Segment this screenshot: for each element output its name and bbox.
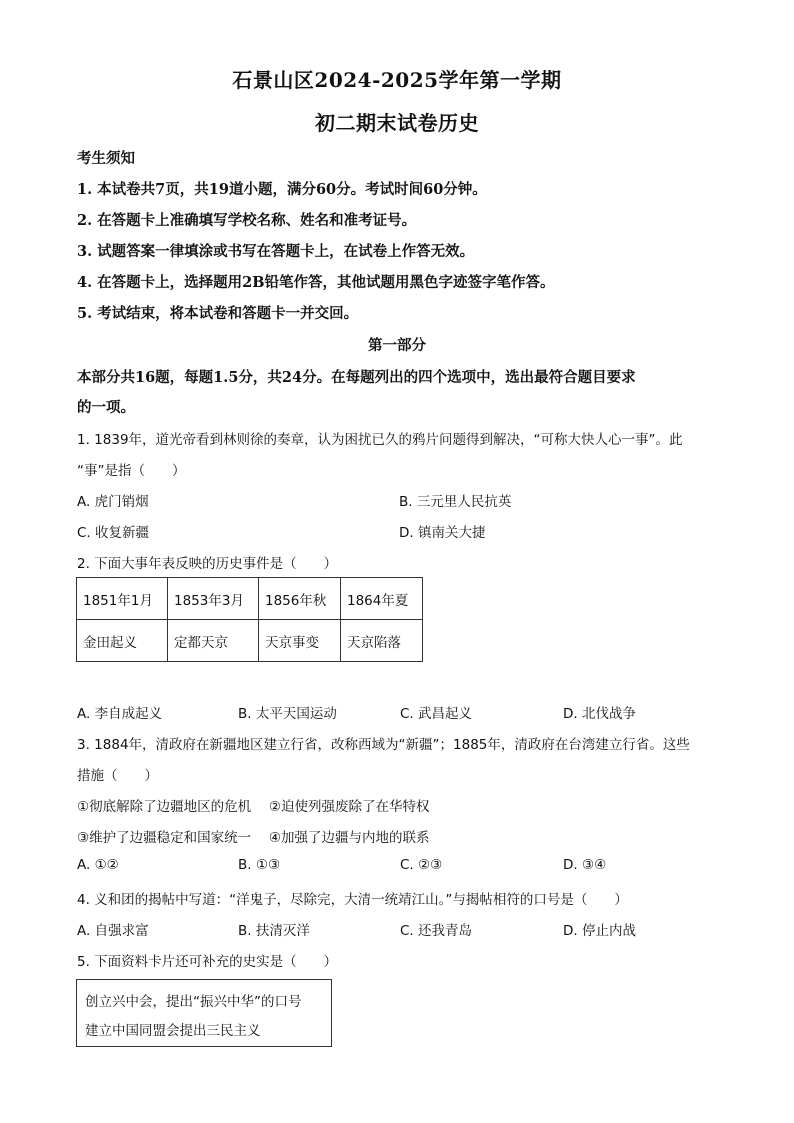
- question-1-option-a: A. 虎门销烟: [77, 494, 149, 510]
- part1-instructions-line1: 本部分共16题，每题1.5分，共24分。在每题列出的四个选项中，选出最符合题目要求: [77, 369, 636, 386]
- question-2-option-c: C. 武昌起义: [400, 706, 473, 722]
- question-2-option-b: B. 太平天国运动: [238, 706, 337, 722]
- exam-subtitle: 初二期末试卷历史: [315, 111, 479, 135]
- question-1-option-c: C. 收复新疆: [77, 525, 150, 541]
- chronology-table: [76, 577, 423, 662]
- question-1-stem-line1: 1. 1839年，道光帝看到林则徐的奏章，认为困扰已久的鸦片问题得到解决，“可称大快人心一事”。此: [77, 432, 683, 448]
- notice-item-1: 1. 本试卷共7页，共19道小题，满分60分。考试时间60分钟。: [77, 181, 487, 198]
- chronology-date-cell: 1864年夏: [341, 578, 423, 620]
- question-3-stem-line1: 3. 1884年，清政府在新疆地区建立行省，改称西域为“新疆”；1885年，清政府在台湾建立行省。这些: [77, 737, 690, 753]
- material-card: [76, 979, 332, 1047]
- chronology-date-cell: 1851年1月: [77, 578, 168, 620]
- notice-item-2: 2. 在答题卡上准确填写学校名称、姓名和准考证号。: [77, 212, 417, 229]
- question-4-option-c: C. 还我青岛: [400, 923, 473, 939]
- question-3-option-b: B. ①③: [238, 857, 281, 873]
- part1-title: 第一部分: [368, 337, 426, 354]
- chronology-date-row: [77, 578, 423, 620]
- question-3-statements-line1: ①彻底解除了边疆地区的危机 ②迫使列强废除了在华特权: [77, 799, 430, 815]
- question-2-stem: 2. 下面大事年表反映的历史事件是（ ）: [77, 556, 338, 572]
- part1-instructions-line2: 的一项。: [77, 399, 135, 416]
- question-3-stem-line2: 措施（ ）: [77, 768, 158, 784]
- chronology-event-cell: 金田起义: [77, 620, 168, 662]
- chronology-event-cell: 定都天京: [168, 620, 259, 662]
- question-2-option-d: D. 北伐战争: [563, 706, 636, 722]
- exam-title: 石景山区2024-2025学年第一学期: [232, 68, 562, 92]
- question-1-option-b: B. 三元里人民抗英: [399, 494, 512, 510]
- question-4-option-a: A. 自强求富: [77, 923, 149, 939]
- chronology-event-cell: 天京事变: [259, 620, 341, 662]
- notice-item-5: 5. 考试结束，将本试卷和答题卡一并交回。: [77, 305, 359, 322]
- material-card-line1: 创立兴中会，提出“振兴中华”的口号: [85, 994, 302, 1010]
- question-2-option-a: A. 李自成起义: [77, 706, 163, 722]
- question-3-option-d: D. ③④: [563, 857, 607, 873]
- question-5-stem: 5. 下面资料卡片还可补充的史实是（ ）: [77, 954, 338, 970]
- question-4-option-d: D. 停止内战: [563, 923, 636, 939]
- chronology-date-cell: 1853年3月: [168, 578, 259, 620]
- question-3-statements-line2: ③维护了边疆稳定和国家统一 ④加强了边疆与内地的联系: [77, 830, 430, 846]
- material-card-line2: 建立中国同盟会提出三民主义: [85, 1023, 261, 1039]
- question-4-stem: 4. 义和团的揭帖中写道：“洋鬼子，尽除完，大清一统靖江山。”与揭帖相符的口号是（ ）: [77, 892, 628, 908]
- notice-heading: 考生须知: [77, 150, 135, 167]
- question-1-option-d: D. 镇南关大捷: [399, 525, 486, 541]
- question-3-option-a: A. ①②: [77, 857, 119, 873]
- notice-item-3: 3. 试题答案一律填涂或书写在答题卡上，在试卷上作答无效。: [77, 243, 475, 260]
- question-1-stem-line2: “事”是指（ ）: [77, 463, 186, 479]
- chronology-event-cell: 天京陷落: [341, 620, 423, 662]
- notice-item-4: 4. 在答题卡上，选择题用2B铅笔作答，其他试题用黑色字迹签字笔作答。: [77, 274, 555, 291]
- question-3-option-c: C. ②③: [400, 857, 443, 873]
- question-4-option-b: B. 扶清灭洋: [238, 923, 310, 939]
- chronology-date-cell: 1856年秋: [259, 578, 341, 620]
- chronology-event-row: [77, 620, 423, 662]
